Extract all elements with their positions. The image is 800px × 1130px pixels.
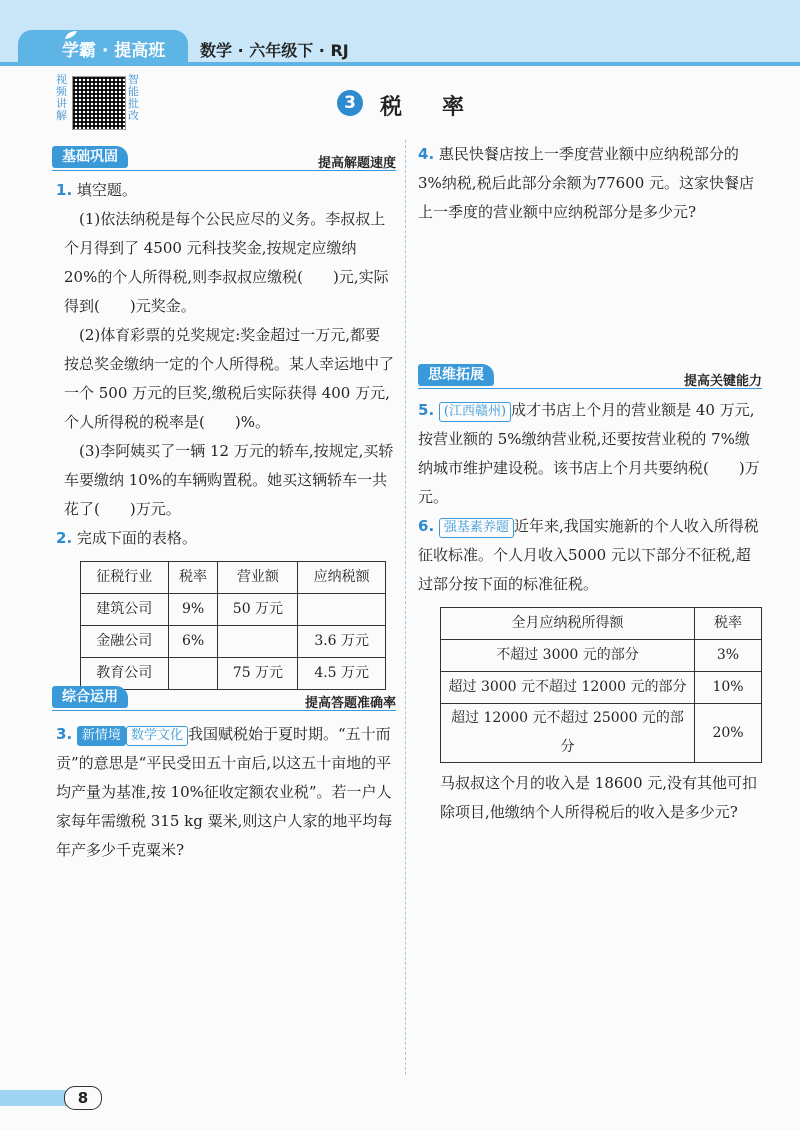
column-divider: [405, 140, 406, 1075]
income-tax-table: [440, 607, 762, 763]
table-header-row: [441, 608, 762, 640]
section-subtitle: 提高答题准确率: [304, 696, 396, 711]
right-column-lower: [418, 396, 764, 827]
table-row: [441, 704, 762, 763]
section-line: [52, 710, 396, 711]
table-cell-blank[interactable]: [218, 626, 298, 658]
table-header: 税率: [168, 562, 218, 594]
table-row: [441, 640, 762, 672]
table-header: 应纳税额: [298, 562, 386, 594]
question-number: 3: [56, 725, 67, 743]
table-cell: 9%: [168, 594, 218, 626]
page-header: [0, 0, 800, 66]
table-cell: 不超过 3000 元的部分: [441, 640, 695, 672]
table-header: 全月应纳税所得额: [441, 608, 695, 640]
table-cell: 超过 12000 元不超过 25000 元的部分: [441, 704, 695, 763]
left-column: [56, 176, 394, 690]
table-cell: 3.6 万元: [298, 626, 386, 658]
section-tag: 基础巩固: [52, 146, 128, 168]
question-text: 我国赋税始于夏时期。“五十而贡”的意思是“平民受田五十亩后,以这五十亩地的平均产量为基准,按 10%征收定额农业税”。若一户人家每年需缴税 315 kg 粟米,则这户人家的地平均每年产多少千克粟米?: [56, 725, 393, 859]
question-1-part-1: (1)依法纳税是每个公民应尽的义务。李叔叔上个月得到了 4500 元科技奖金,按规定应缴纳 20%的个人所得税,则李叔叔应缴税( )元,实际得到( )元奖金。: [64, 210, 389, 315]
question-text: 惠民快餐店按上一季度营业额中应纳税部分的 3%纳税,税后此部分余额为77600 元。这家快餐店上一季度的营业额中应纳税部分是多少元?: [418, 145, 755, 221]
table-cell: 金融公司: [81, 626, 169, 658]
header-bar: [0, 62, 800, 66]
question-3: [56, 720, 394, 865]
table-row: [81, 658, 386, 690]
question-1-stem: 1. 填空题。: [56, 181, 137, 199]
question-5-text-block: 5. (江西赣州) 成才书店上个月的营业额是 40 万元,按营业额的 5%缴纳营业税,还要按营业税的 7%缴纳城市维护建设税。该书店上个月共要纳税( )万元。: [418, 401, 760, 506]
table-cell: 建筑公司: [81, 594, 169, 626]
table-header-row: [81, 562, 386, 594]
question-6-text-block: 6. 强基素养题 近年来,我国实施新的个人收入所得税征收标准。个人月收入5000 元以下部分不征税,超过部分按下面的标准征税。: [418, 517, 759, 593]
section-tag: 思维拓展: [418, 364, 494, 386]
section-extend: [418, 364, 762, 390]
table-cell: 3%: [695, 640, 762, 672]
table-row: [81, 594, 386, 626]
question-number: 6: [418, 517, 429, 535]
question-4: [418, 140, 764, 227]
qr-left-label: 视频讲解: [56, 73, 67, 122]
table-header: 税率: [695, 608, 762, 640]
table-cell: 教育公司: [81, 658, 169, 690]
question-number: 4: [418, 145, 429, 163]
table-cell-blank[interactable]: [168, 658, 218, 690]
new-context-badge: 新情境: [77, 726, 126, 746]
table-cell: 75 万元: [218, 658, 298, 690]
book-title: 数学 · 六年级下 · RJ: [200, 41, 349, 60]
table-cell: 50 万元: [218, 594, 298, 626]
brand-name: 学霸 · 提高班: [62, 41, 166, 61]
question-2-stem: 2. 完成下面的表格。: [56, 529, 197, 547]
region-badge: (江西赣州): [439, 402, 511, 422]
section-line: [418, 388, 762, 389]
table-header: 征税行业: [81, 562, 169, 594]
section-applied: [52, 686, 396, 712]
table-row: [441, 672, 762, 704]
question-1-part-3: (3)李阿姨买了一辆 12 万元的轿车,按规定,买轿车要缴纳 10%的车辆购置税。她买这辆轿车一共花了( )万元。: [64, 442, 394, 518]
question-number: 1: [56, 181, 67, 199]
industry-tax-table: [80, 561, 386, 690]
math-culture-badge: 数学文化: [126, 726, 188, 746]
question-text: 完成下面的表格。: [76, 529, 197, 547]
table-cell: 6%: [168, 626, 218, 658]
table-cell: 10%: [695, 672, 762, 704]
table-header: 营业额: [218, 562, 298, 594]
question-3-text-block: 3. 新情境 数学文化 我国赋税始于夏时期。“五十而贡”的意思是“平民受田五十亩后,以这五十亩地的平均产量为基准,按 10%征收定额农业税”。若一户人家每年需缴税 315 kg 粟米,则这户人家的地平均每年产多少千克粟米?: [56, 725, 393, 859]
qr-right-label: 智能批改: [128, 73, 139, 122]
question-text: 近年来,我国实施新的个人收入所得税征收标准。个人月收入5000 元以下部分不征税,超过部分按下面的标准征税。: [418, 517, 759, 593]
question-text: 填空题。: [76, 181, 137, 199]
section-subtitle: 提高解题速度: [317, 156, 396, 171]
table-cell: 4.5 万元: [298, 658, 386, 690]
footer-bar: [0, 1090, 70, 1106]
section-basic: [52, 146, 396, 172]
qr-code-icon[interactable]: [72, 76, 126, 130]
question-number: 5: [418, 401, 429, 419]
table-cell: 20%: [695, 704, 762, 763]
question-text: 成才书店上个月的营业额是 40 万元,按营业额的 5%缴纳营业税,还要按营业税的 7%缴纳城市维护建设税。该书店上个月共要纳税( )万元。: [418, 401, 760, 506]
section-line: [52, 170, 396, 171]
literacy-badge: 强基素养题: [439, 518, 514, 538]
section-tag: 综合运用: [52, 686, 128, 708]
question-6-followup: 马叔叔这个月的收入是 18600 元,没有其他可扣除项目,他缴纳个人所得税后的收入是多少元?: [440, 774, 758, 821]
table-cell: 超过 3000 元不超过 12000 元的部分: [441, 672, 695, 704]
page-number: 8: [64, 1086, 102, 1110]
lesson-number: 3: [337, 90, 363, 116]
lesson-title: 税率: [380, 95, 505, 120]
table-cell-blank[interactable]: [298, 594, 386, 626]
table-row: [81, 626, 386, 658]
section-subtitle: 提高关键能力: [683, 374, 762, 389]
question-number: 2: [56, 529, 67, 547]
question-4-text-block: 4. 惠民快餐店按上一季度营业额中应纳税部分的 3%纳税,税后此部分余额为77600 元。这家快餐店上一季度的营业额中应纳税部分是多少元?: [418, 145, 755, 221]
question-1-part-2: (2)体育彩票的兑奖规定:奖金超过一万元,都要按总奖金缴纳一定的个人所得税。某人幸运地中了一个 500 万元的巨奖,缴税后实际获得 400 万元,个人所得税的税率是( )%。: [64, 326, 395, 431]
